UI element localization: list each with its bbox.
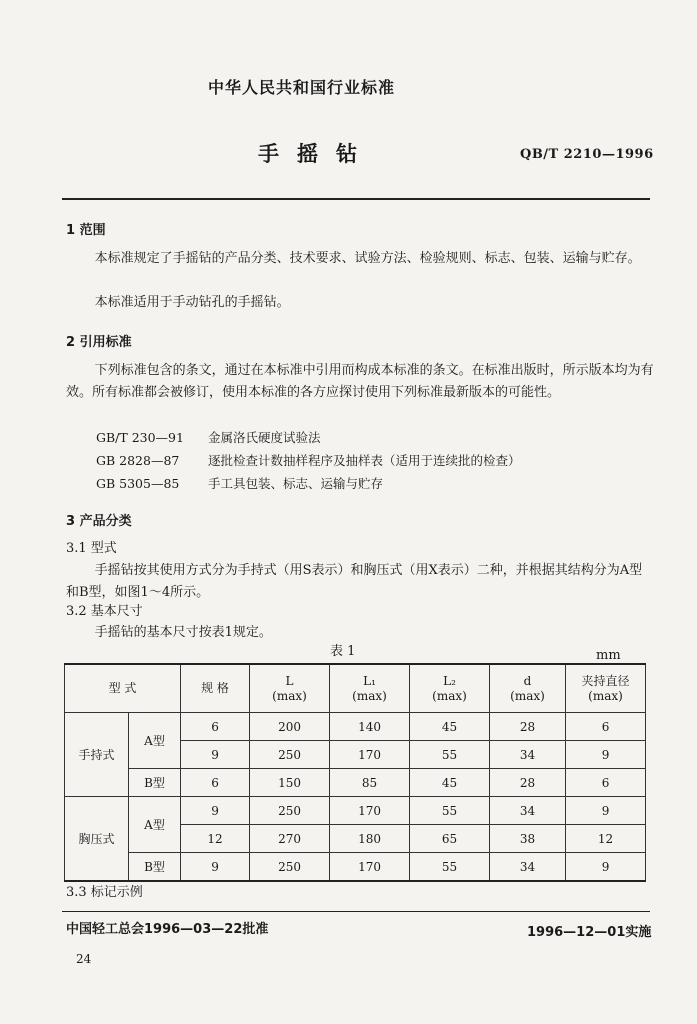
reference-code: GB/T 230—91 bbox=[96, 430, 184, 445]
header-l2 bbox=[410, 664, 490, 713]
section-2-heading: 2 引用标准 bbox=[66, 335, 132, 350]
header-l1-sub: (max) bbox=[352, 688, 387, 703]
cell-spec: 12 bbox=[181, 825, 250, 853]
header-l bbox=[250, 664, 330, 713]
standard-code: QB/T 2210—1996 bbox=[520, 147, 654, 162]
reference-title: 逐批检查计数抽样程序及抽样表（适用于连续批的检查） bbox=[208, 453, 521, 468]
cell-l2: 55 bbox=[410, 741, 490, 769]
header-rule bbox=[62, 198, 650, 200]
section-1-paragraph-2: 本标准适用于手动钻孔的手摇钻。 bbox=[94, 295, 290, 310]
cell-l2: 65 bbox=[410, 825, 490, 853]
footer-rule bbox=[62, 911, 650, 912]
table-row bbox=[65, 713, 646, 741]
cell-l: 150 bbox=[250, 769, 330, 797]
reference-title: 手工具包装、标志、运输与贮存 bbox=[208, 476, 384, 491]
header-clamp-sub: (max) bbox=[588, 688, 623, 703]
header-l-label: L bbox=[285, 673, 294, 688]
cell-d: 38 bbox=[490, 825, 566, 853]
table-row bbox=[65, 797, 646, 825]
cell-clamp: 6 bbox=[566, 713, 646, 741]
subtype-label: A型 bbox=[129, 797, 181, 853]
header-d-sub: (max) bbox=[510, 688, 545, 703]
reference-title: 金属洛氏硬度试验法 bbox=[208, 430, 321, 445]
cell-l1: 170 bbox=[330, 853, 410, 882]
header-clamp-label: 夹持直径 bbox=[581, 673, 630, 688]
reference-code: GB 2828—87 bbox=[96, 453, 180, 468]
cell-spec: 9 bbox=[181, 741, 250, 769]
header-d bbox=[490, 664, 566, 713]
cell-l2: 55 bbox=[410, 797, 490, 825]
reference-code: GB 5305—85 bbox=[96, 476, 180, 491]
cell-clamp: 9 bbox=[566, 853, 646, 882]
cell-clamp: 6 bbox=[566, 769, 646, 797]
subtype-label: B型 bbox=[129, 769, 181, 797]
header-l1-label: L₁ bbox=[363, 673, 376, 688]
effective-date: 1996—12—01实施 bbox=[527, 925, 652, 940]
cell-spec: 9 bbox=[181, 797, 250, 825]
section-1-heading: 1 范围 bbox=[66, 223, 106, 238]
table-row bbox=[65, 853, 646, 882]
cell-l: 250 bbox=[250, 853, 330, 882]
cell-l: 250 bbox=[250, 741, 330, 769]
group-label: 胸压式 bbox=[65, 797, 129, 882]
header-l-sub: (max) bbox=[272, 688, 307, 703]
reference-item bbox=[96, 428, 321, 446]
cell-clamp: 12 bbox=[566, 825, 646, 853]
table-caption: 表 1 bbox=[330, 644, 356, 659]
section-3-1-heading: 3.1 型式 bbox=[66, 541, 117, 556]
cell-l1: 140 bbox=[330, 713, 410, 741]
cell-l: 200 bbox=[250, 713, 330, 741]
section-3-1-paragraph: 手摇钻按其使用方式分为手持式（用S表示）和胸压式（用X表示）二种，并根据其结构分为A型和B型，如图1～4所示。 bbox=[66, 563, 643, 600]
section-3-3-heading: 3.3 标记示例 bbox=[66, 885, 143, 900]
cell-l2: 55 bbox=[410, 853, 490, 882]
table-unit: mm bbox=[596, 648, 621, 663]
cell-l: 270 bbox=[250, 825, 330, 853]
document-title: 手摇钻 bbox=[258, 142, 375, 166]
section-3-2-heading: 3.2 基本尺寸 bbox=[66, 604, 143, 619]
subtype-label: A型 bbox=[129, 713, 181, 769]
cell-spec: 6 bbox=[181, 769, 250, 797]
cell-l: 250 bbox=[250, 797, 330, 825]
reference-item bbox=[96, 451, 521, 469]
header-clamp bbox=[566, 664, 646, 713]
header-spec: 规 格 bbox=[181, 664, 250, 713]
reference-item bbox=[96, 474, 383, 492]
cell-l1: 180 bbox=[330, 825, 410, 853]
section-1-paragraph-1: 本标准规定了手摇钻的产品分类、技术要求、试验方法、检验规则、标志、包装、运输与贮存。 bbox=[94, 251, 641, 266]
cell-l2: 45 bbox=[410, 713, 490, 741]
header-l2-label: L₂ bbox=[443, 673, 456, 688]
cell-d: 34 bbox=[490, 741, 566, 769]
cell-d: 28 bbox=[490, 713, 566, 741]
standard-organization: 中华人民共和国行业标准 bbox=[208, 78, 396, 97]
cell-l1: 170 bbox=[330, 741, 410, 769]
header-l2-sub: (max) bbox=[432, 688, 467, 703]
cell-d: 34 bbox=[490, 853, 566, 882]
cell-l1: 170 bbox=[330, 797, 410, 825]
dimensions-table bbox=[64, 663, 646, 882]
approval-date: 中国轻工总会1996—03—22批准 bbox=[66, 922, 269, 937]
section-3-2-paragraph: 手摇钻的基本尺寸按表1规定。 bbox=[94, 625, 272, 640]
cell-d: 28 bbox=[490, 769, 566, 797]
section-2-paragraph: 下列标准包含的条文，通过在本标准中引用而构成本标准的条文。在标准出版时，所示版本均为有效。所有标准都会被修订，使用本标准的各方应探讨使用下列标准最新版本的可能性。 bbox=[66, 363, 654, 400]
cell-clamp: 9 bbox=[566, 797, 646, 825]
header-l1 bbox=[330, 664, 410, 713]
header-type: 型 式 bbox=[65, 664, 181, 713]
section-3-heading: 3 产品分类 bbox=[66, 514, 132, 529]
header-d-label: d bbox=[523, 673, 532, 688]
subtype-label: B型 bbox=[129, 853, 181, 882]
cell-l1: 85 bbox=[330, 769, 410, 797]
cell-l2: 45 bbox=[410, 769, 490, 797]
cell-clamp: 9 bbox=[566, 741, 646, 769]
table-header-row bbox=[65, 664, 646, 713]
page-number: 24 bbox=[76, 952, 92, 966]
cell-spec: 9 bbox=[181, 853, 250, 882]
cell-spec: 6 bbox=[181, 713, 250, 741]
cell-d: 34 bbox=[490, 797, 566, 825]
group-label: 手持式 bbox=[65, 713, 129, 797]
table-row bbox=[65, 769, 646, 797]
